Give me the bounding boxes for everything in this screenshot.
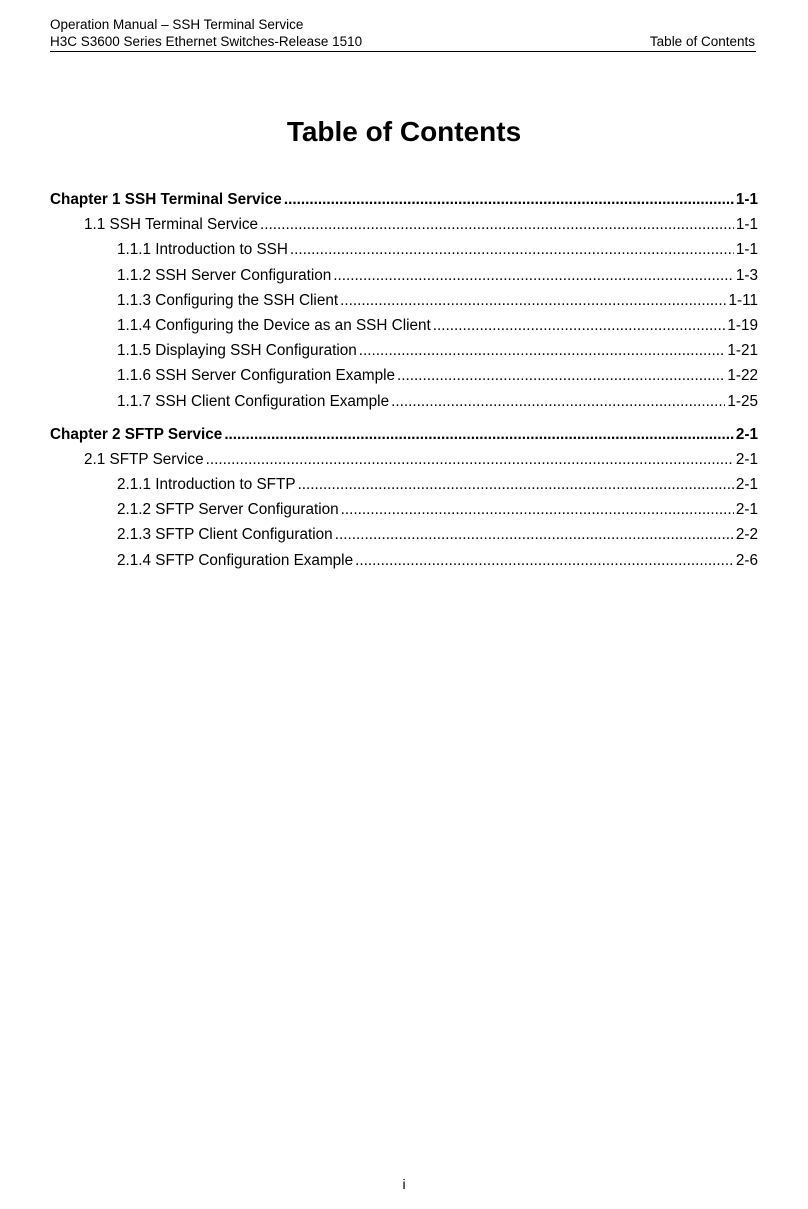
toc-page-number: 1-11 (728, 291, 758, 309)
toc-page-number: 2-1 (735, 501, 758, 519)
toc-chapter-1[interactable] (50, 187, 758, 212)
header-section-name: Table of Contents (649, 34, 755, 49)
toc-section-1-1-6[interactable] (50, 363, 758, 388)
toc-page-number: 1-21 (727, 342, 758, 360)
table-of-contents (50, 187, 758, 573)
toc-dot-leader (335, 522, 734, 547)
toc-entry-title: Chapter 2 SFTP Service (50, 425, 223, 443)
toc-section-2-1[interactable] (50, 447, 758, 472)
toc-page-number: 1-25 (727, 392, 758, 410)
toc-dot-leader (341, 497, 734, 522)
toc-dot-leader (391, 389, 725, 414)
toc-page-number: 1-1 (735, 216, 758, 234)
toc-page-number: 1-3 (735, 266, 758, 284)
toc-chapter-2[interactable] (50, 422, 758, 447)
toc-dot-leader (224, 422, 734, 447)
toc-dot-leader (355, 548, 734, 573)
toc-section-1-1-4[interactable] (50, 313, 758, 338)
toc-dot-leader (298, 472, 734, 497)
toc-entry-title: 1.1.7 SSH Client Configuration Example (117, 392, 390, 410)
toc-section-1-1-7[interactable] (50, 389, 758, 414)
toc-entry-title: 2.1.1 Introduction to SFTP (117, 476, 296, 494)
toc-page-number: 2-1 (735, 476, 758, 494)
toc-entry-title: 1.1 SSH Terminal Service (84, 216, 259, 234)
toc-section-1-1[interactable] (50, 212, 758, 237)
toc-dot-leader (284, 187, 734, 212)
toc-entry-title: 1.1.1 Introduction to SSH (117, 241, 288, 259)
toc-dot-leader (359, 338, 726, 363)
toc-section-1-1-2[interactable] (50, 263, 758, 288)
toc-section-1-1-5[interactable] (50, 338, 758, 363)
toc-dot-leader (340, 288, 726, 313)
toc-dot-leader (260, 212, 734, 237)
toc-page-number: 1-1 (735, 241, 758, 259)
toc-entry-title: 1.1.3 Configuring the SSH Client (117, 291, 339, 309)
toc-page-number: 2-2 (735, 526, 758, 544)
footer-page-number: i (402, 1176, 406, 1192)
toc-entry-title: 1.1.6 SSH Server Configuration Example (117, 367, 396, 385)
toc-dot-leader (290, 237, 734, 262)
toc-dot-leader (397, 363, 725, 388)
toc-section-2-1-4[interactable] (50, 548, 758, 573)
page-title: Table of Contents (286, 116, 522, 147)
product-release: H3C S3600 Series Ethernet Switches-Release 1510 (50, 34, 363, 49)
toc-dot-leader (333, 263, 734, 288)
toc-section-2-1-3[interactable] (50, 522, 758, 547)
toc-entry-title: 1.1.5 Displaying SSH Configuration (117, 342, 357, 360)
toc-section-2-1-1[interactable] (50, 472, 758, 497)
toc-page-number: 1-22 (727, 367, 758, 385)
toc-dot-leader (433, 313, 726, 338)
toc-entry-title: Chapter 1 SSH Terminal Service (50, 191, 282, 208)
toc-dot-leader (206, 447, 734, 472)
toc-entry-title: 2.1.3 SFTP Client Configuration (117, 526, 333, 544)
toc-page-number: 2-1 (735, 425, 758, 443)
toc-entry-title: 1.1.2 SSH Server Configuration (117, 266, 332, 284)
toc-section-1-1-1[interactable] (50, 237, 758, 262)
header-row (50, 33, 755, 50)
toc-section-2-1-2[interactable] (50, 497, 758, 522)
toc-page-number: 1-19 (727, 316, 758, 334)
toc-entry-title: 2.1 SFTP Service (84, 450, 204, 468)
manual-title: Operation Manual – SSH Terminal Service (50, 17, 304, 32)
toc-page-number: 1-1 (735, 191, 758, 208)
toc-page-number: 2-6 (735, 551, 758, 569)
toc-section-1-1-3[interactable] (50, 288, 758, 313)
toc-entry-title: 1.1.4 Configuring the Device as an SSH Client (117, 316, 431, 334)
toc-entry-title: 2.1.4 SFTP Configuration Example (117, 551, 354, 569)
toc-entry-title: 2.1.2 SFTP Server Configuration (117, 501, 339, 519)
toc-page-number: 2-1 (735, 450, 758, 468)
header-divider (50, 51, 756, 52)
page-header (50, 16, 755, 50)
